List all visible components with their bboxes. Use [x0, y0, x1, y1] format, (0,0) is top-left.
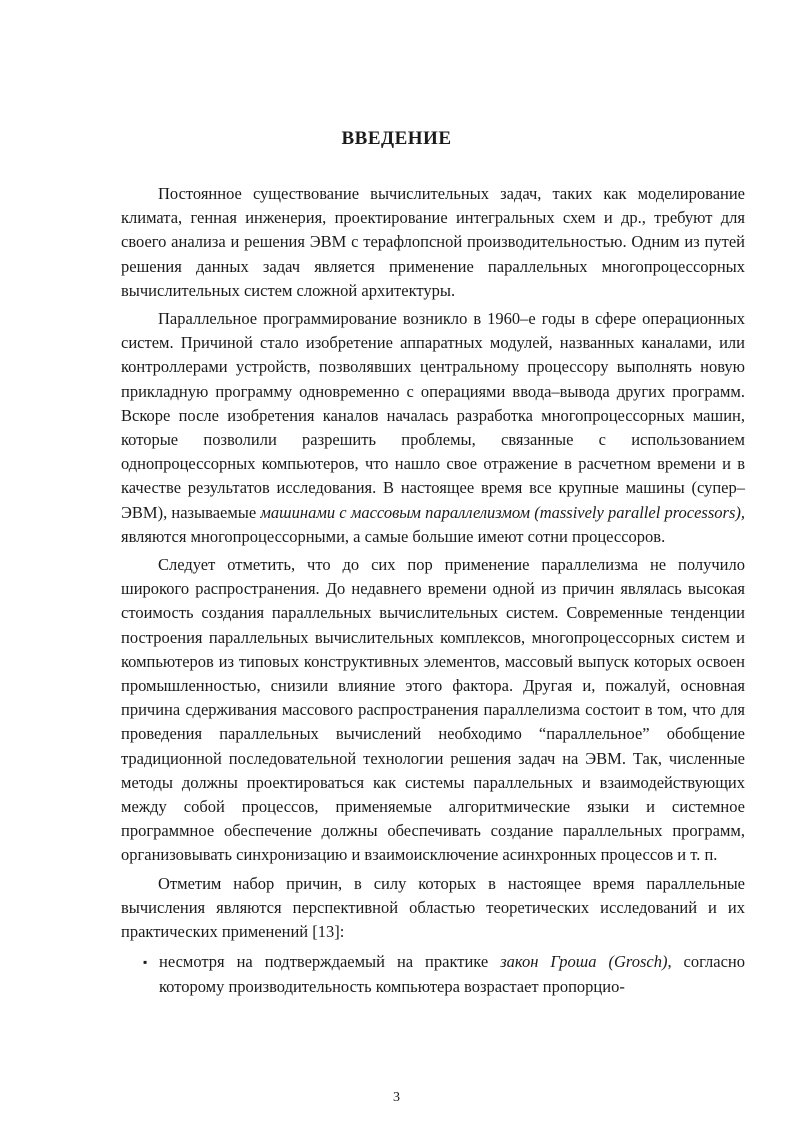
paragraph-2 — [121, 307, 745, 549]
list-item-text — [159, 950, 745, 998]
paragraph-3: Следует отметить, что до сих пор применение параллелизма не получило широкого распространения. До недавнего времени одной из причин являлась высокая стоимость создания параллельных вычислительных систем. Современные тенденции построения параллельных вычислительных комплексов, многопроцессорных систем и компьютеров из типовых конструктивных элементов, массовый выпуск которых освоен промышленностью, снизили влияние этого фактора. Другая и, пожалуй, основная причина сдерживания массового распространения параллелизма состоит в том, что для проведения параллельных вычислений необходимо “параллельное” обобщение традиционной последовательной технологии решения задач на ЭВМ. Так, численные методы должны проектироваться как системы параллельных и взаимодействующих между собой процессов, применяемые алгоритмические языки и системное программное обеспечение должны обеспечивать создание параллельных программ, организовывать синхронизацию и взаимоисключение асинхронных процессов и т. п. — [121, 555, 745, 865]
body-text — [121, 182, 745, 999]
paragraph-1: Постоянное существование вычислительных задач, таких как моделирование климата, генная инженерия, проектирование интегральных схем и др., требуют для своего анализа и решения ЭВМ с терафлопсной производительностью. Одним из путей решения данных задач является применение параллельных многопроцессорных вычислительных систем сложной архитектуры. — [121, 184, 745, 300]
paragraph-2-text-end: являются многопроцессорными, а самые большие имеют сотни процессоров. — [121, 526, 666, 546]
list-item-text-start: несмотря на подтверждаемый на практике — [159, 952, 501, 972]
paragraph-2-italic-term: машинами с массовым параллелизмом (massively parallel processors), — [260, 502, 745, 522]
page-number: 3 — [393, 1090, 400, 1105]
list-item-italic-term: закон Гроша (Grosch) — [500, 952, 668, 972]
paragraph-2-text: Параллельное программирование возникло в 1960–е годы в сфере операционных систем. Причиной стало изобретение аппаратных модулей, названных каналами, или контроллерами устройств, позволявших центральному процессору выполнять новую прикладную программу одновременно с операциями ввода–вывода других программ. Вскоре после изобретения каналов началась разработка многопроцессорных машин, которые позволили разрешить проблемы, связанные с использованием однопроцессорных компьютеров, что нашло свое отражение в расчетном времени и в качестве результатов исследования. В настоящее время все крупные машины (супер–ЭВМ), называемые — [121, 309, 745, 522]
list-item — [121, 950, 745, 998]
list-item-text-end: , согласно которому производительность компьютера возрастает пропорцио- — [159, 952, 745, 996]
bullet-marker: ▪ — [143, 955, 148, 970]
page-title: ВВЕДЕНИЕ — [341, 128, 452, 149]
paragraph-4: Отметим набор причин, в силу которых в настоящее время параллельные вычисления являются перспективной областью теоретических исследований и их практических применений [13]: — [121, 873, 745, 942]
